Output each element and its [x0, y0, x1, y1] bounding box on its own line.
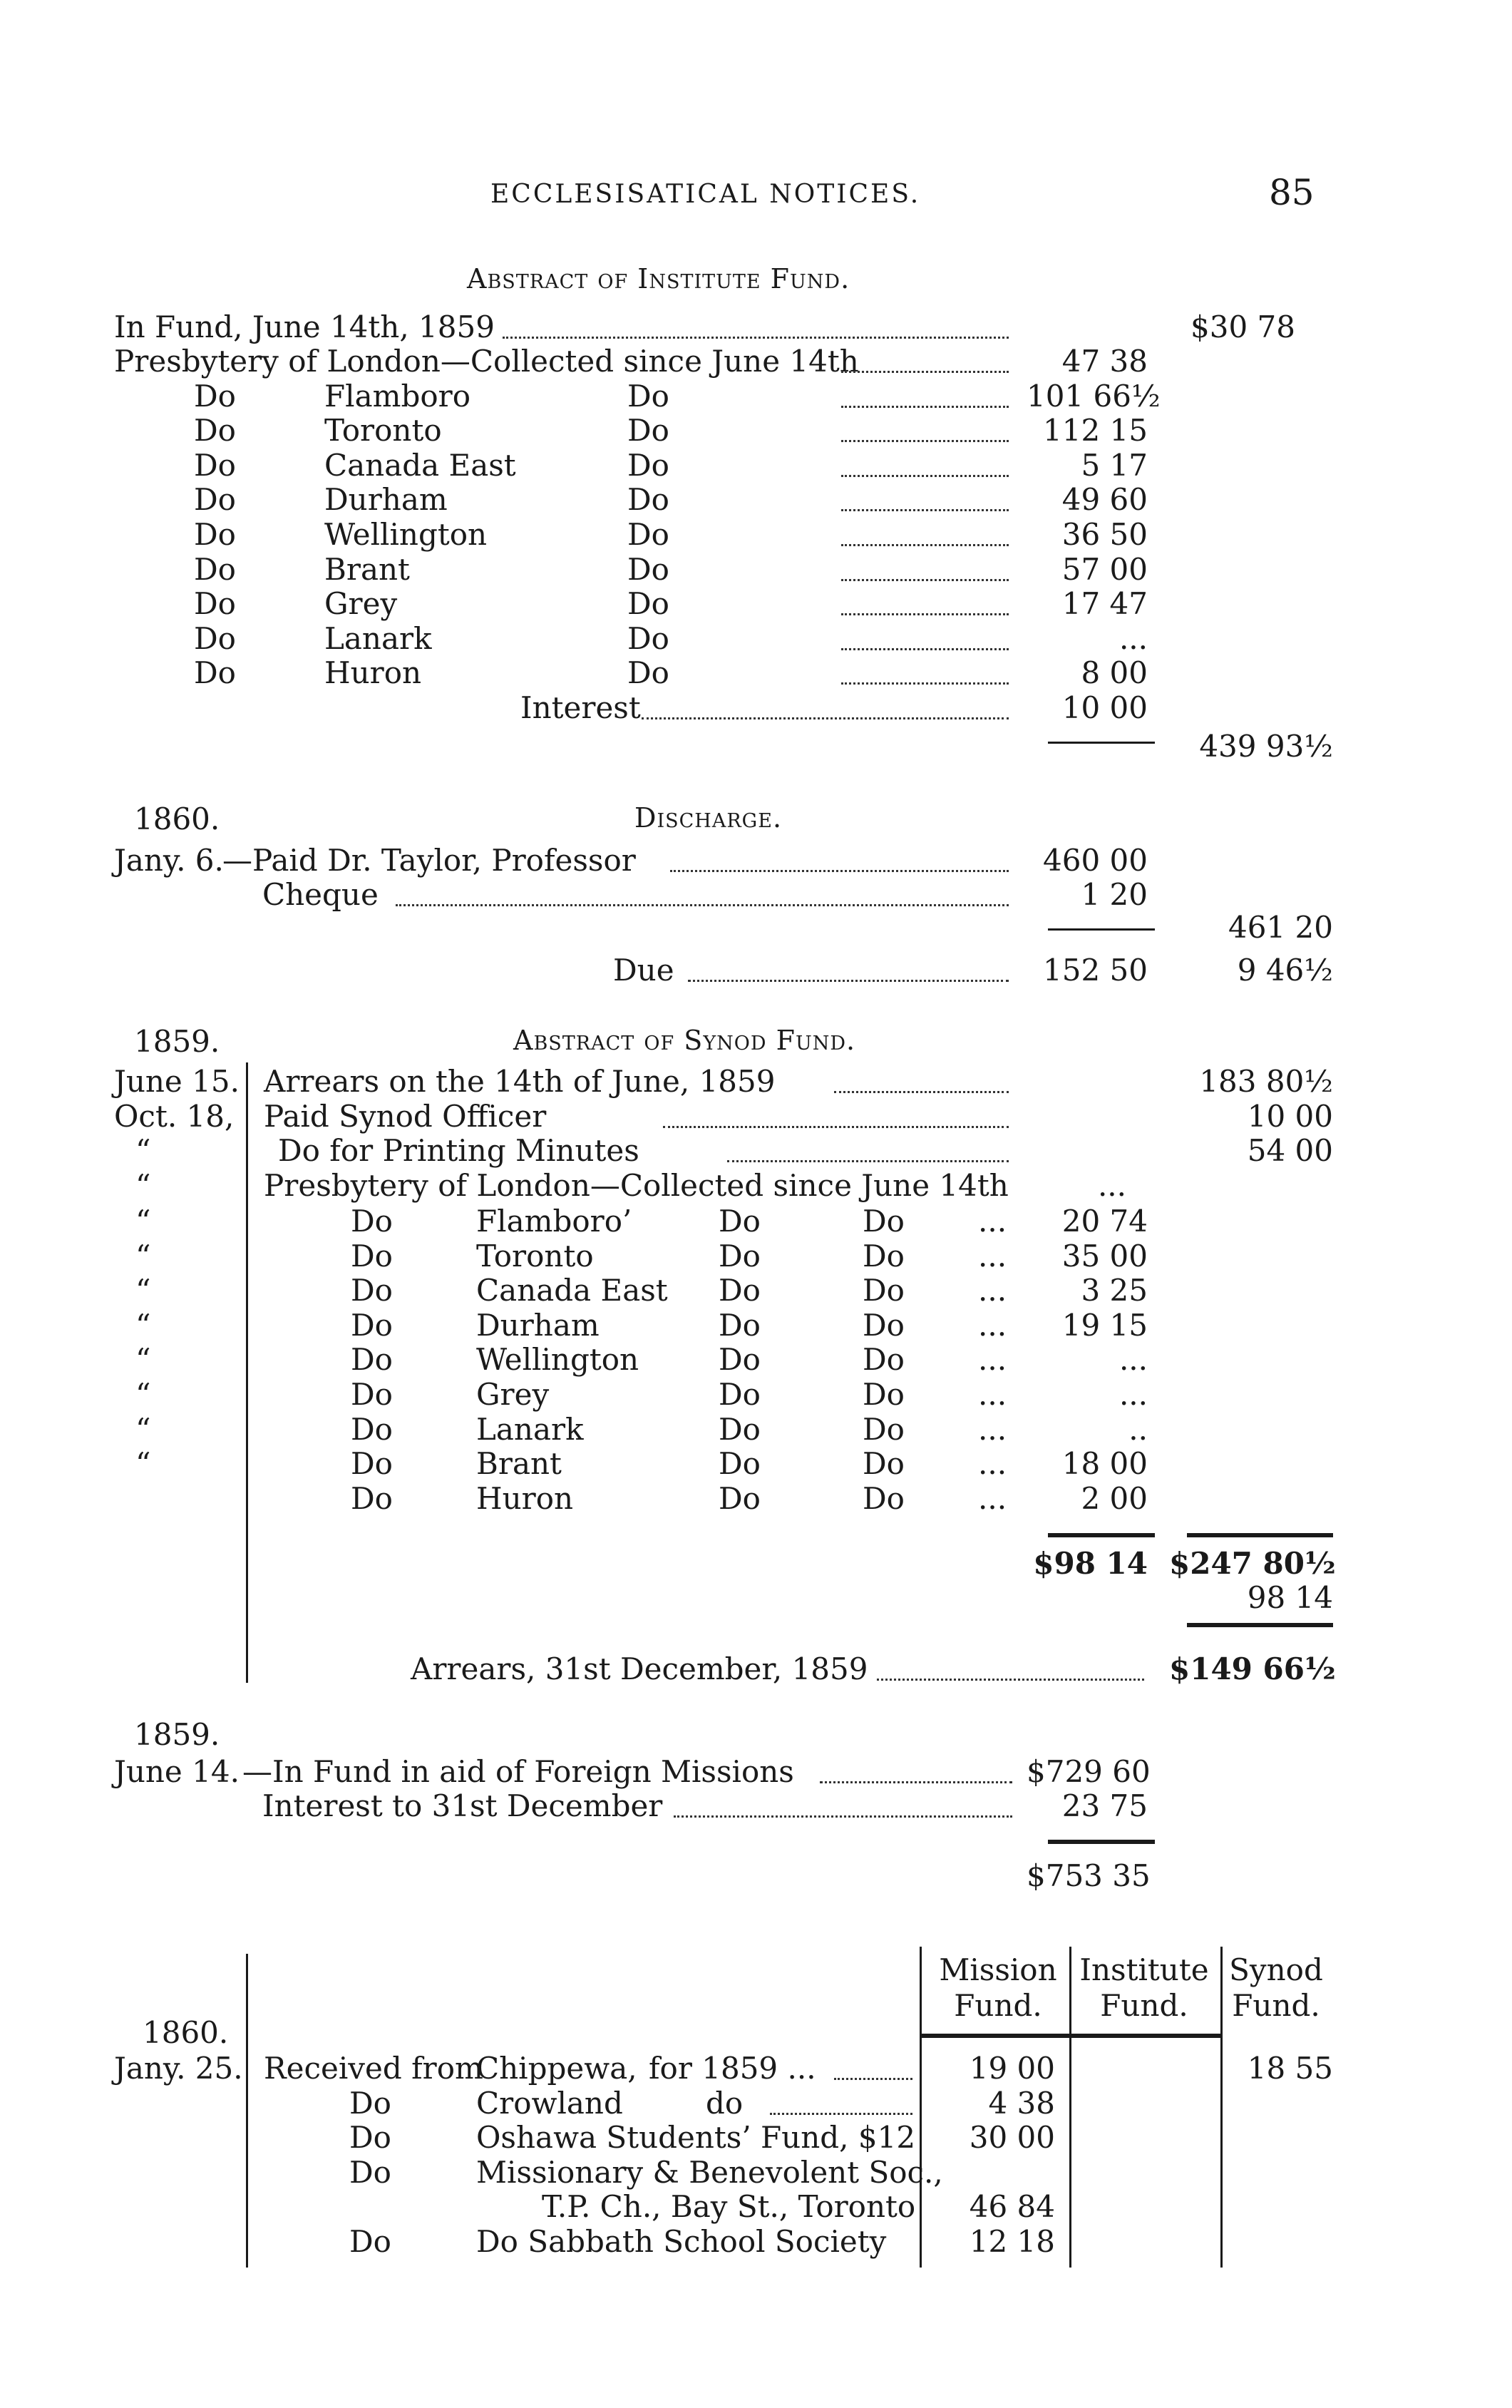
synod-row-label: Do	[351, 1480, 393, 1516]
synod-row-ditto: Do	[719, 1480, 761, 1516]
synod-less: 98 14	[1247, 1580, 1333, 1615]
institute-row-label: Presbytery of London—Collected since June 14th	[114, 344, 859, 379]
discharge-total: 461 20	[1228, 910, 1333, 945]
receipt-row-source: Oshawa Students’ Fund, $12	[476, 2120, 916, 2156]
leader-dots	[841, 406, 1009, 408]
mission-header: Fund.	[954, 1988, 1042, 2023]
institute-opening-amount: $30 78	[1190, 309, 1295, 344]
leader-dots	[841, 440, 1009, 442]
synod-row-amount: 18 00	[1061, 1446, 1148, 1482]
synod-row-amount: ...	[1118, 1342, 1148, 1378]
institute-row-presbytery: Huron	[324, 655, 422, 691]
institute-row-ditto: Do	[627, 447, 669, 483]
synod-row-amount: 20 74	[1061, 1204, 1148, 1239]
institute-row-amount: 5 17	[1081, 447, 1148, 483]
institute-header: Institute	[1079, 1952, 1209, 1987]
rule	[1048, 928, 1155, 931]
foreign-amount: $729 60	[1027, 1754, 1151, 1789]
institute-row-amount: 49 60	[1061, 482, 1148, 518]
institute-row-ditto: Do	[627, 620, 669, 656]
foreign-label: —In Fund in aid of Foreign Missions	[242, 1754, 794, 1789]
leader-dots	[770, 2113, 912, 2115]
leader-dots	[841, 544, 1009, 546]
receipt-mission-amount: 12 18	[969, 2224, 1055, 2259]
receipts-year: 1860.	[143, 2015, 229, 2050]
leader-dots	[841, 579, 1009, 581]
foreign-year: 1859.	[134, 1717, 220, 1752]
synod-row-ditto: Do	[719, 1238, 761, 1274]
institute-interest-label: Interest	[520, 690, 641, 725]
institute-row-label: Do	[194, 447, 236, 483]
leader-dots	[688, 980, 1009, 982]
receipt-mission-amount: 19 00	[969, 2051, 1055, 2086]
institute-row-label: Do	[194, 551, 236, 587]
institute-row-presbytery: Wellington	[324, 517, 488, 552]
synod-row-presbytery: Toronto	[476, 1238, 594, 1274]
receipt-synod-amount: 18 55	[1247, 2051, 1333, 2086]
foreign-total: $753 35	[1027, 1858, 1151, 1893]
institute-fund-title: Abstract of Institute Fund.	[467, 263, 850, 294]
institute-column-rule	[1069, 1947, 1071, 2268]
synod-row-ditto: Do	[719, 1204, 761, 1239]
institute-row-label: Do	[194, 620, 236, 656]
institute-row-amount: 8 00	[1081, 655, 1148, 691]
foreign-label: Interest to 31st December	[262, 1788, 663, 1823]
synod-fund-title: Abstract of Synod Fund.	[513, 1025, 856, 1056]
synod-row-presbytery: Wellington	[476, 1342, 639, 1378]
synod-row-amount: 35 00	[1061, 1238, 1148, 1274]
receipt-row-source: Crowland	[476, 2085, 623, 2121]
institute-row-amount: 112 15	[1043, 413, 1148, 449]
leader-dots	[674, 1815, 1012, 1818]
synod-row-dots: ...	[978, 1377, 1007, 1412]
institute-row-amount: 101 66½	[1027, 378, 1161, 414]
synod-date: “	[135, 1307, 151, 1343]
synod-row-dots: ...	[978, 1411, 1007, 1447]
leader-dots	[841, 509, 1009, 511]
discharge-year: 1860.	[134, 801, 220, 836]
synod-row-amount: 10 00	[1247, 1098, 1333, 1134]
synod-row-presbytery: Durham	[476, 1307, 600, 1343]
synod-row-ditto: Do	[719, 1446, 761, 1482]
receipt-row-detail: for 1859 ...	[649, 2051, 816, 2086]
synod-row-presbytery: Brant	[476, 1446, 562, 1482]
synod-row-ditto: Do	[863, 1273, 905, 1308]
institute-row-amount: ...	[1118, 620, 1148, 656]
leader-dots	[670, 870, 1009, 872]
leader-dots	[727, 1160, 1009, 1162]
institute-row-presbytery: Grey	[324, 586, 398, 622]
leader-dots	[841, 475, 1009, 477]
synod-row-label: Do	[351, 1307, 393, 1343]
synod-date: “	[135, 1167, 151, 1203]
synod-date: “	[135, 1238, 151, 1274]
synod-row-amount: ..	[1128, 1411, 1148, 1447]
institute-row-ditto: Do	[627, 378, 669, 414]
synod-row-label: Paid Synod Officer	[264, 1098, 547, 1134]
header-rule	[920, 2034, 1223, 2038]
synod-row-presbytery: Huron	[476, 1480, 574, 1516]
synod-row-presbytery: Canada East	[476, 1273, 668, 1308]
synod-arrears-amount: $149 66½	[1169, 1651, 1336, 1686]
leader-dots	[820, 1781, 1012, 1783]
receipt-row-source: Do Sabbath School Society	[476, 2224, 887, 2259]
leader-dots	[663, 1126, 1009, 1128]
institute-row-presbytery: Lanark	[324, 620, 432, 656]
institute-row-presbytery: Canada East	[324, 447, 516, 483]
synod-row-label: Do	[351, 1411, 393, 1447]
synod-date: “	[135, 1446, 151, 1482]
date-column-rule	[246, 1062, 248, 1683]
synod-row-ditto: Do	[719, 1307, 761, 1343]
synod-row-dots: ...	[978, 1273, 1007, 1308]
institute-row-presbytery: Durham	[324, 482, 448, 518]
receipt-row-source: T.P. Ch., Bay St., Toronto	[542, 2189, 916, 2225]
synod-row-ditto: Do	[719, 1411, 761, 1447]
synod-row-ditto: Do	[719, 1273, 761, 1308]
synod-row-amount: 54 00	[1247, 1133, 1333, 1169]
institute-row-presbytery: Brant	[324, 551, 410, 587]
synod-row-ditto: Do	[863, 1377, 905, 1412]
institute-row-label: Do	[194, 482, 236, 518]
institute-row-ditto: Do	[627, 551, 669, 587]
synod-row-ditto: Do	[863, 1307, 905, 1343]
institute-row-ditto: Do	[627, 586, 669, 622]
discharge-date: Jany. 6.	[114, 843, 224, 878]
synod-date: “	[135, 1133, 151, 1169]
leader-dots	[396, 904, 1009, 906]
rule	[1048, 1533, 1155, 1537]
leader-dots	[834, 1091, 1009, 1093]
discharge-title: Discharge.	[634, 802, 783, 834]
synod-row-label: Do	[351, 1273, 393, 1308]
institute-row-amount: 57 00	[1061, 551, 1148, 587]
receipt-row-source: Missionary & Benevolent Soc.,	[476, 2154, 943, 2190]
synod-collected-subtotal: $98 14	[1033, 1546, 1148, 1581]
synod-row-ditto: Do	[719, 1377, 761, 1412]
receipts-date: Jany. 25.	[114, 2051, 243, 2086]
receipt-row-label: Do	[349, 2120, 391, 2156]
synod-row-label: Do	[351, 1342, 393, 1378]
institute-row-presbytery: Toronto	[324, 413, 442, 449]
synod-row-presbytery: Grey	[476, 1377, 550, 1412]
synod-row-amount: 2 00	[1081, 1480, 1148, 1516]
institute-row-presbytery: Flamboro	[324, 378, 470, 414]
running-head: ECCLESISATICAL NOTICES.	[490, 180, 921, 209]
synod-date: “	[135, 1411, 151, 1447]
receipt-row-detail: do	[706, 2085, 744, 2121]
synod-row-ditto: Do	[719, 1342, 761, 1378]
institute-row-amount: 47 38	[1061, 344, 1148, 379]
institute-row-label: Do	[194, 517, 236, 552]
rule	[1048, 1840, 1155, 1844]
institute-interest-amount: 10 00	[1061, 690, 1148, 725]
synod-row-ditto: Do	[863, 1446, 905, 1482]
synod-row-presbytery: Flamboro’	[476, 1204, 632, 1239]
receipt-row-label: Do	[349, 2154, 391, 2190]
synod-row-dots: ...	[978, 1307, 1007, 1343]
receipt-row-label: Do	[349, 2085, 391, 2121]
institute-row-label: Do	[194, 655, 236, 691]
rule	[1048, 742, 1155, 744]
synod-row-ditto: Do	[863, 1342, 905, 1378]
synod-header: Fund.	[1232, 1988, 1320, 2023]
discharge-due-label: Due	[613, 953, 674, 988]
institute-row-label: Do	[194, 378, 236, 414]
synod-row-label: Do	[351, 1446, 393, 1482]
synod-date: “	[135, 1204, 151, 1239]
leader-dots	[841, 682, 1009, 685]
leader-dots	[877, 1679, 1144, 1681]
synod-row-ditto: Do	[863, 1480, 905, 1516]
synod-row-dots: ...	[978, 1446, 1007, 1482]
leader-dots	[834, 2078, 912, 2080]
synod-row-label: Do	[351, 1377, 393, 1412]
synod-date: “	[135, 1377, 151, 1412]
page-number: 85	[1269, 172, 1315, 213]
synod-row-label: Do	[351, 1238, 393, 1274]
synod-row-presbytery: Lanark	[476, 1411, 584, 1447]
synod-date: “	[135, 1273, 151, 1308]
institute-row-label: Do	[194, 586, 236, 622]
synod-date: “	[135, 1342, 151, 1378]
mission-column-rule	[920, 1947, 922, 2268]
rule	[1187, 1623, 1333, 1627]
discharge-amount: 1 20	[1081, 877, 1148, 912]
synod-row-dots: ...	[978, 1204, 1007, 1239]
institute-row-ditto: Do	[627, 482, 669, 518]
synod-row-amount: ...	[1118, 1377, 1148, 1412]
institute-row-ditto: Do	[627, 413, 669, 449]
synod-row-label: Presbytery of London—Collected since June 14th	[264, 1167, 1009, 1203]
institute-row-ditto: Do	[627, 517, 669, 552]
rule	[1187, 1533, 1333, 1537]
synod-row-amount: 19 15	[1061, 1307, 1148, 1343]
synod-row-label: Do	[351, 1204, 393, 1239]
receipt-mission-amount: 30 00	[969, 2120, 1055, 2156]
leader-dots	[642, 717, 1009, 719]
receipt-row-source: Chippewa,	[476, 2051, 637, 2086]
synod-row-ditto: Do	[863, 1204, 905, 1239]
synod-row-dots: ...	[978, 1480, 1007, 1516]
discharge-amount: 460 00	[1043, 843, 1148, 878]
synod-row-amount: 3 25	[1081, 1273, 1148, 1308]
synod-row-dots: ...	[978, 1342, 1007, 1378]
discharge-due-amount: 152 50	[1043, 953, 1148, 988]
synod-date: Oct. 18,	[114, 1098, 235, 1134]
date-column-rule	[246, 1954, 248, 2268]
synod-row-label: Do for Printing Minutes	[278, 1133, 639, 1169]
synod-arrears-label: Arrears, 31st December, 1859	[411, 1651, 868, 1686]
synod-subtotal: $247 80½	[1169, 1546, 1336, 1581]
institute-total: 439 93½	[1199, 729, 1333, 764]
institute-row-amount: 17 47	[1061, 586, 1148, 622]
institute-row-ditto: Do	[627, 655, 669, 691]
leader-dots	[841, 648, 1009, 650]
receipt-row-label: Do	[349, 2224, 391, 2259]
synod-row-dots: ...	[978, 1238, 1007, 1274]
synod-row-label: Arrears on the 14th of June, 1859	[264, 1064, 776, 1099]
receipt-mission-amount: 46 84	[969, 2189, 1055, 2225]
discharge-label: —Paid Dr. Taylor, Professor	[222, 843, 636, 878]
leader-dots	[841, 371, 1009, 373]
receipt-row-label: Received from	[264, 2051, 483, 2086]
leader-dots	[841, 613, 1009, 615]
institute-header: Fund.	[1100, 1988, 1188, 2023]
synod-header: Synod	[1229, 1952, 1323, 1987]
foreign-amount: 23 75	[1061, 1788, 1148, 1823]
leader-dots	[503, 337, 1009, 339]
discharge-due-balance: 9 46½	[1237, 953, 1333, 988]
institute-opening-label: In Fund, June 14th, 1859	[114, 309, 495, 344]
synod-year: 1859.	[134, 1024, 220, 1059]
synod-row-ditto: Do	[863, 1411, 905, 1447]
institute-row-label: Do	[194, 413, 236, 449]
synod-date: June 15.	[114, 1064, 240, 1099]
institute-row-amount: 36 50	[1061, 517, 1148, 552]
synod-row-ditto: Do	[863, 1238, 905, 1274]
synod-row-amount: ...	[1097, 1167, 1126, 1203]
foreign-date: June 14.	[114, 1754, 240, 1789]
mission-header: Mission	[939, 1952, 1057, 1987]
synod-row-amount: 183 80½	[1199, 1064, 1333, 1099]
discharge-label: Cheque	[262, 877, 379, 912]
synod-column-rule	[1220, 1947, 1223, 2268]
receipt-mission-amount: 4 38	[988, 2085, 1055, 2121]
